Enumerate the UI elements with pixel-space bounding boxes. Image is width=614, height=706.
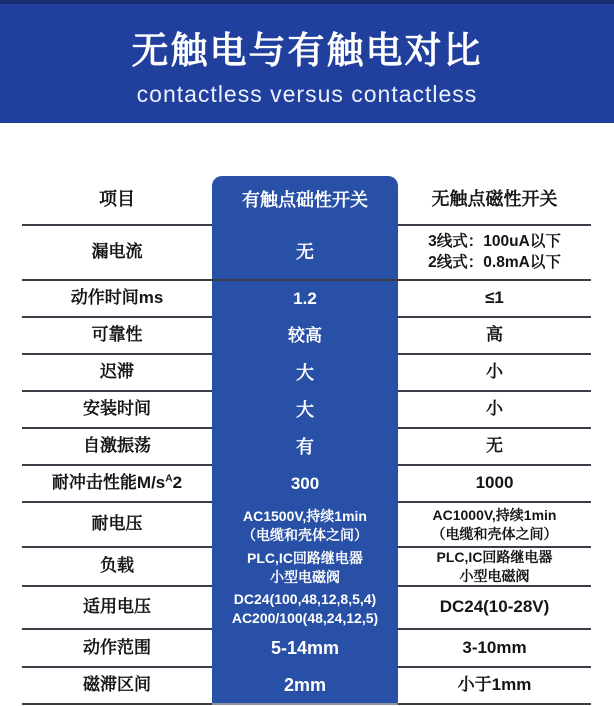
value-line: DC24(100,48,12,8,5,4) bbox=[233, 591, 377, 608]
value-line: 小于1mm bbox=[457, 675, 532, 695]
contact-value bbox=[212, 587, 398, 630]
table-row-load bbox=[22, 548, 591, 587]
value-line: 无 bbox=[486, 436, 503, 456]
contactless-value bbox=[398, 630, 591, 668]
contact-value bbox=[212, 281, 398, 318]
table-row-applicable-voltage bbox=[22, 587, 591, 630]
contactless-value bbox=[398, 503, 591, 548]
value-line: 小 bbox=[486, 399, 503, 419]
contact-value bbox=[212, 548, 398, 587]
contactless-value bbox=[398, 392, 591, 429]
row-label: 负载 bbox=[22, 548, 212, 587]
contact-value bbox=[212, 429, 398, 466]
table-row-hysteresis bbox=[22, 355, 591, 392]
value-line: 3线式：100uA以下 bbox=[428, 232, 561, 250]
table-row-action-range bbox=[22, 630, 591, 668]
row-label bbox=[22, 466, 212, 503]
table-row-hysteresis-zone bbox=[22, 668, 591, 705]
table-row-action-time bbox=[22, 281, 591, 318]
banner bbox=[0, 0, 614, 123]
value-line: 3-10mm bbox=[462, 637, 527, 657]
row-label: 磁滞区间 bbox=[22, 668, 212, 705]
value-line: （电缆和壳体之间） bbox=[242, 526, 368, 543]
value-line: 1000 bbox=[475, 473, 514, 493]
table-header-row bbox=[22, 176, 591, 226]
row-label: 漏电流 bbox=[22, 226, 212, 281]
value-line: 小型电磁阀 bbox=[270, 568, 340, 585]
contactless-value bbox=[398, 429, 591, 466]
contact-value bbox=[212, 355, 398, 392]
value-line: ≤1 bbox=[485, 288, 504, 308]
comparison-table bbox=[22, 176, 591, 705]
contactless-value bbox=[398, 318, 591, 355]
contact-value bbox=[212, 630, 398, 668]
table-row-shock-resistance bbox=[22, 466, 591, 503]
value-line: 2mm bbox=[283, 674, 327, 695]
header-item: 项目 bbox=[22, 176, 212, 226]
table-row-self-oscillation bbox=[22, 429, 591, 466]
value-line: 5-14mm bbox=[270, 638, 340, 659]
table-row-leakage-current bbox=[22, 226, 591, 281]
contactless-value bbox=[398, 226, 591, 281]
value-line: 300 bbox=[290, 474, 320, 494]
banner-title: 无触电与有触电对比 bbox=[131, 29, 483, 71]
contact-value bbox=[212, 668, 398, 705]
value-line: （电缆和壳体之间） bbox=[431, 525, 558, 542]
table-row-reliability bbox=[22, 318, 591, 355]
contactless-value bbox=[398, 668, 591, 705]
superscript: A bbox=[165, 473, 173, 485]
contactless-value bbox=[398, 587, 591, 630]
value-line: 2线式：0.8mA以下 bbox=[428, 253, 561, 271]
value-line: 较高 bbox=[288, 326, 322, 346]
table-row-withstand-voltage bbox=[22, 503, 591, 548]
value-line: AC1500V,持续1min bbox=[243, 508, 367, 525]
contact-value bbox=[212, 226, 398, 281]
contact-value bbox=[212, 392, 398, 429]
contact-value bbox=[212, 318, 398, 355]
value-line: 小 bbox=[486, 362, 503, 382]
value-line: 无 bbox=[296, 241, 314, 262]
contactless-value bbox=[398, 466, 591, 503]
header-contactless-switch: 无触点磁性开关 bbox=[398, 176, 591, 226]
value-line: 高 bbox=[486, 325, 503, 345]
contactless-value bbox=[398, 281, 591, 318]
row-label: 动作范围 bbox=[22, 630, 212, 668]
value-line: DC24(10-28V) bbox=[439, 597, 550, 617]
row-label: 迟滞 bbox=[22, 355, 212, 392]
row-label: 适用电压 bbox=[22, 587, 212, 630]
banner-subtitle: contactless versus contactless bbox=[136, 80, 478, 107]
value-line: AC200/100(48,24,12,5) bbox=[231, 609, 379, 626]
value-line: 大 bbox=[296, 399, 314, 420]
value-line: PLC,IC回路继电器 bbox=[247, 550, 363, 567]
value-line: 大 bbox=[296, 362, 314, 383]
value-line: PLC,IC回路继电器 bbox=[436, 549, 553, 566]
value-line: 有 bbox=[296, 436, 314, 457]
contactless-value bbox=[398, 355, 591, 392]
contact-value bbox=[212, 503, 398, 548]
row-label: 自激振荡 bbox=[22, 429, 212, 466]
header-contact-switch: 有触点础性开关 bbox=[212, 176, 398, 226]
row-label: 可靠性 bbox=[22, 318, 212, 355]
row-label: 耐电压 bbox=[22, 503, 212, 548]
value-line: 1.2 bbox=[293, 289, 317, 309]
table-row-install-time bbox=[22, 392, 591, 429]
contactless-value bbox=[398, 548, 591, 587]
row-label: 动作时间ms bbox=[22, 281, 212, 318]
row-label: 安装时间 bbox=[22, 392, 212, 429]
row-label-text: 耐冲击性能$M/s^A2$ bbox=[51, 473, 183, 493]
value-line: 小型电磁阀 bbox=[459, 567, 530, 584]
value-line: AC1000V,持续1min bbox=[432, 507, 557, 524]
contact-value bbox=[212, 466, 398, 503]
